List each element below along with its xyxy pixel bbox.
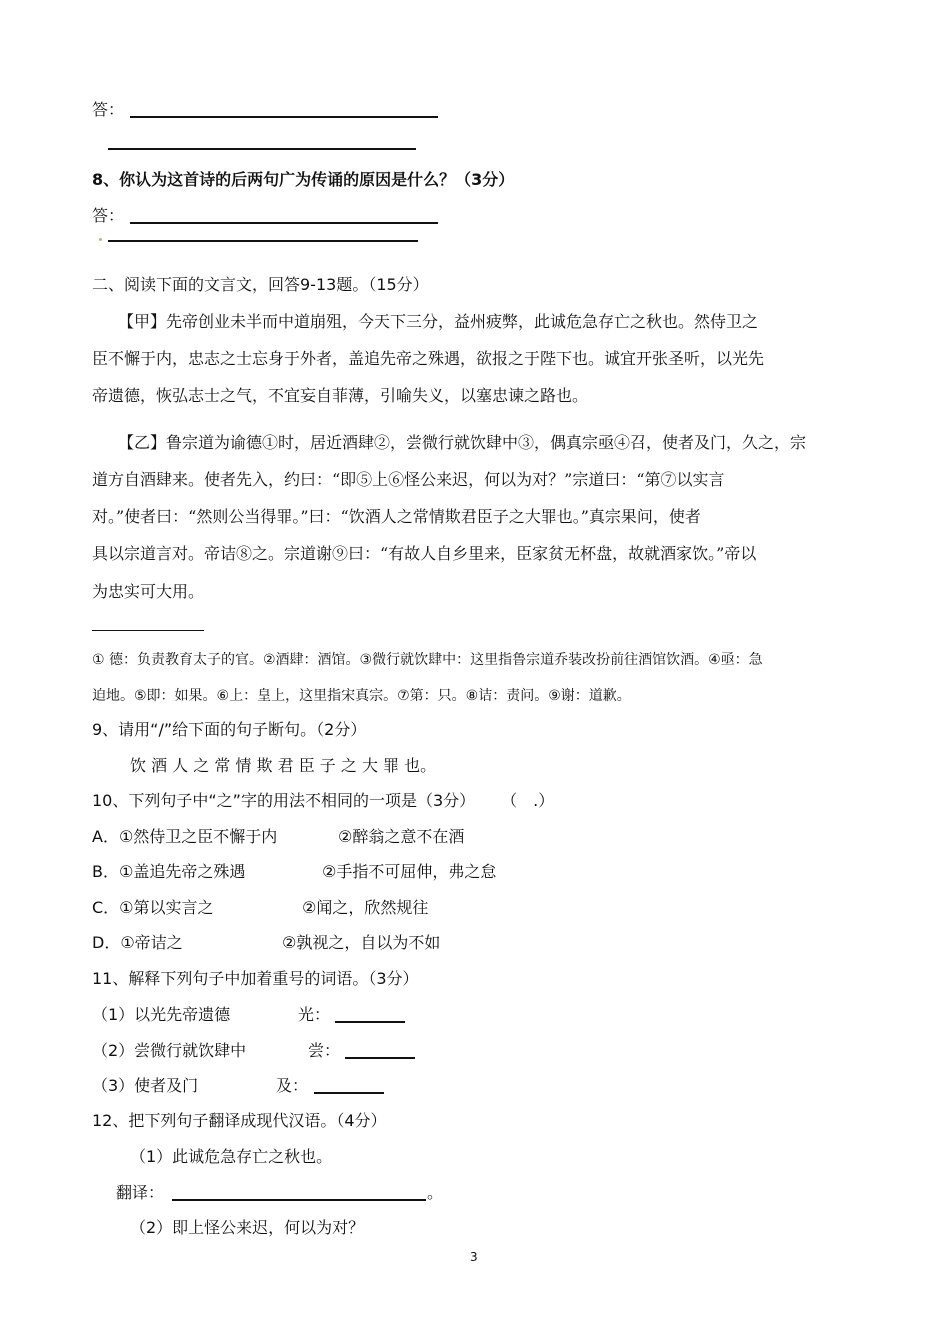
q12-translate-label: 翻译： — [116, 1183, 165, 1202]
q10-answer-bracket[interactable]: （ .） — [501, 791, 555, 810]
q11-item-2: （2）尝微行就饮肆中 — [92, 1041, 247, 1060]
q11-item-3-word: 及： — [276, 1076, 309, 1095]
q11-item-1-blank[interactable] — [335, 1021, 405, 1023]
q10-question — [92, 789, 554, 813]
q11-item-2-word: 尝： — [308, 1041, 341, 1060]
passage-yi-line-3: 对。”使者曰：“然则公当得罪。”曰：“饮酒人之常情欺君臣子之大罪也。”真宗果问，使者 — [92, 507, 701, 526]
q10-option-c-1: C．①第以实言之 — [92, 898, 214, 917]
passage-jia-line-1: 【甲】先帝创业未半而中道崩殂，今天下三分，益州疲弊，此诚危急存亡之秋也。然侍卫之 — [118, 312, 759, 331]
passage-jia-line-3: 帝遗德，恢弘志士之气，不宜妄自菲薄，引喻失义，以塞忠谏之路也。 — [92, 386, 589, 405]
q8-answer-blank-1[interactable] — [130, 222, 438, 224]
footnote-line-2: 迫地。⑤即：如果。⑥上：皇上，这里指宋真宗。⑦第：只。⑧诘：责问。⑨谢：道歉。 — [92, 688, 631, 704]
q11-item-3: （3）使者及门 — [92, 1076, 199, 1095]
q8-answer-label: 答： — [92, 206, 125, 225]
footnote-divider — [92, 630, 204, 631]
passage-yi-line-5: 为忠实可大用。 — [92, 582, 205, 601]
q9-question: 9、请用“/”给下面的句子断句。（2分） — [92, 720, 367, 739]
q10-option-b-1: B．①盖追先帝之殊遇 — [92, 862, 246, 881]
page-number: 3 — [470, 1250, 478, 1264]
q11-item-2-blank[interactable] — [345, 1057, 415, 1059]
footnote-line-1: ① 德：负责教育太子的官。②酒肆：酒馆。③微行就饮肆中：这里指鲁宗道乔装改扮前往酒馆饮酒。④亟：急 — [92, 652, 763, 668]
q9-sentence: 饮 酒 人 之 常 情 欺 君 臣 子 之 大 罪 也。 — [130, 756, 437, 775]
q12-sentence-1: （1）此诚危急存亡之秋也。 — [130, 1147, 333, 1166]
passage-yi-line-2: 道方自酒肆来。使者先入，约曰：“即⑤上⑥怪公来迟，何以为对？”宗道曰：“第⑦以实言 — [92, 470, 725, 489]
q11-item-3-blank[interactable] — [314, 1092, 384, 1094]
q10-option-a-2: ②醉翁之意不在酒 — [338, 827, 465, 846]
stray-mark — [99, 238, 102, 241]
q7-answer-blank-2[interactable] — [108, 148, 416, 150]
q12-question: 12、把下列句子翻译成现代汉语。（4分） — [92, 1111, 387, 1130]
passage-jia-line-2: 臣不懈于内，忠志之士忘身于外者，盖追先帝之殊遇，欲报之于陛下也。诚宜开张圣听，以光先 — [92, 349, 765, 368]
q11-item-1: （1）以光先帝遗德 — [92, 1005, 231, 1024]
q8-answer-blank-2[interactable] — [108, 240, 418, 242]
q11-item-1-word: 光： — [298, 1005, 331, 1024]
q10-question-text: 10、下列句子中“之”字的用法不相同的一项是（3分） — [92, 791, 476, 810]
q7-answer-blank-1[interactable] — [130, 116, 438, 118]
q10-option-d-2: ②孰视之，自以为不如 — [282, 933, 441, 952]
q10-option-c-2: ②闻之，欣然规往 — [302, 898, 429, 917]
q10-option-a-1: A．①然侍卫之臣不懈于内 — [92, 827, 278, 846]
q12-translate-blank[interactable] — [172, 1199, 426, 1201]
q12-sentence-2: （2）即上怪公来迟，何以为对？ — [130, 1218, 365, 1237]
passage-yi-line-1: 【乙】鲁宗道为谕德①时，居近酒肆②，尝微行就饮肆中③，偶真宗亟④召，使者及门，久之，宗 — [118, 433, 807, 452]
q11-question: 11、解释下列句子中加着重号的词语。（3分） — [92, 969, 419, 988]
q10-option-d-1: D．①帝诘之 — [92, 933, 183, 952]
q12-translate-end: 。 — [427, 1183, 444, 1202]
passage-yi-line-4: 具以宗道言对。帝诘⑧之。宗道谢⑨曰：“有故人自乡里来，臣家贫无杯盘，故就酒家饮。”帝以 — [92, 544, 757, 563]
section2-heading: 二、阅读下面的文言文，回答9-13题。（15分） — [92, 275, 429, 294]
q10-option-b-2: ②手指不可屈伸，弗之怠 — [322, 862, 497, 881]
q8-question: 8、你认为这首诗的后两句广为传诵的原因是什么？（3分） — [92, 170, 515, 189]
q7-answer-label: 答： — [92, 100, 125, 119]
